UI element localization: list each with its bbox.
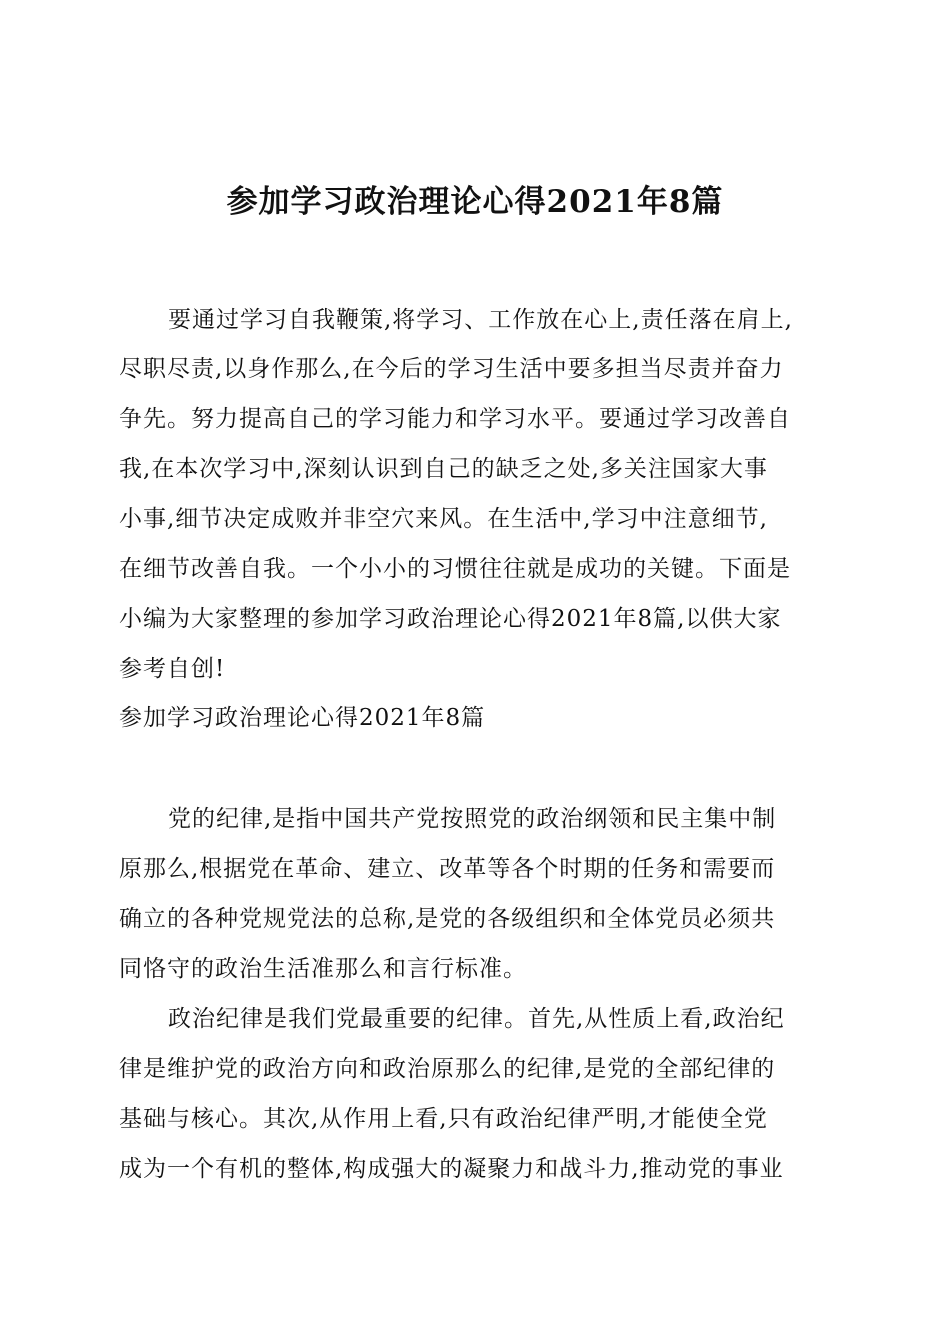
intro-line: 在细节改善自我。一个小小的习惯往往就是成功的关键。下面是 <box>119 556 791 582</box>
paragraph-line: 同恪守的政治生活准那么和言行标准。 <box>119 956 527 982</box>
paragraph-line: 律是维护党的政治方向和政治原那么的纪律,是党的全部纪律的 <box>119 1056 776 1082</box>
paragraph-line: 成为一个有机的整体,构成强大的凝聚力和战斗力,推动党的事业 <box>119 1156 784 1182</box>
paragraph-line: 基础与核心。其次,从作用上看,只有政治纪律严明,才能使全党 <box>119 1106 768 1132</box>
intro-line: 我,在本次学习中,深刻认识到自己的缺乏之处,多关注国家大事 <box>119 456 768 482</box>
intro-line: 争先。努力提高自己的学习能力和学习水平。要通过学习改善自 <box>119 406 791 432</box>
section-heading: 参加学习政治理论心得2021年8篇 <box>119 705 486 731</box>
paragraph-line: 确立的各种党规党法的总称,是党的各级组织和全体党员必须共 <box>119 906 776 932</box>
intro-line: 参考自创! <box>119 656 226 682</box>
paragraph-line: 原那么,根据党在革命、建立、改革等各个时期的任务和需要而 <box>119 856 776 882</box>
document-title: 参加学习政治理论心得2021年8篇 <box>226 184 724 220</box>
intro-line: 尽职尽责,以身作那么,在今后的学习生活中要多担当尽责并奋力 <box>119 356 784 382</box>
intro-line: 小事,细节决定成败并非空穴来风。在生活中,学习中注意细节, <box>119 506 768 532</box>
paragraph-line: 党的纪律,是指中国共产党按照党的政治纲领和民主集中制 <box>168 806 777 832</box>
intro-line: 要通过学习自我鞭策,将学习、工作放在心上,责任落在肩上, <box>168 307 793 333</box>
intro-line: 小编为大家整理的参加学习政治理论心得2021年8篇,以供大家 <box>119 606 782 632</box>
paragraph-line: 政治纪律是我们党最重要的纪律。首先,从性质上看,政治纪 <box>168 1006 785 1032</box>
